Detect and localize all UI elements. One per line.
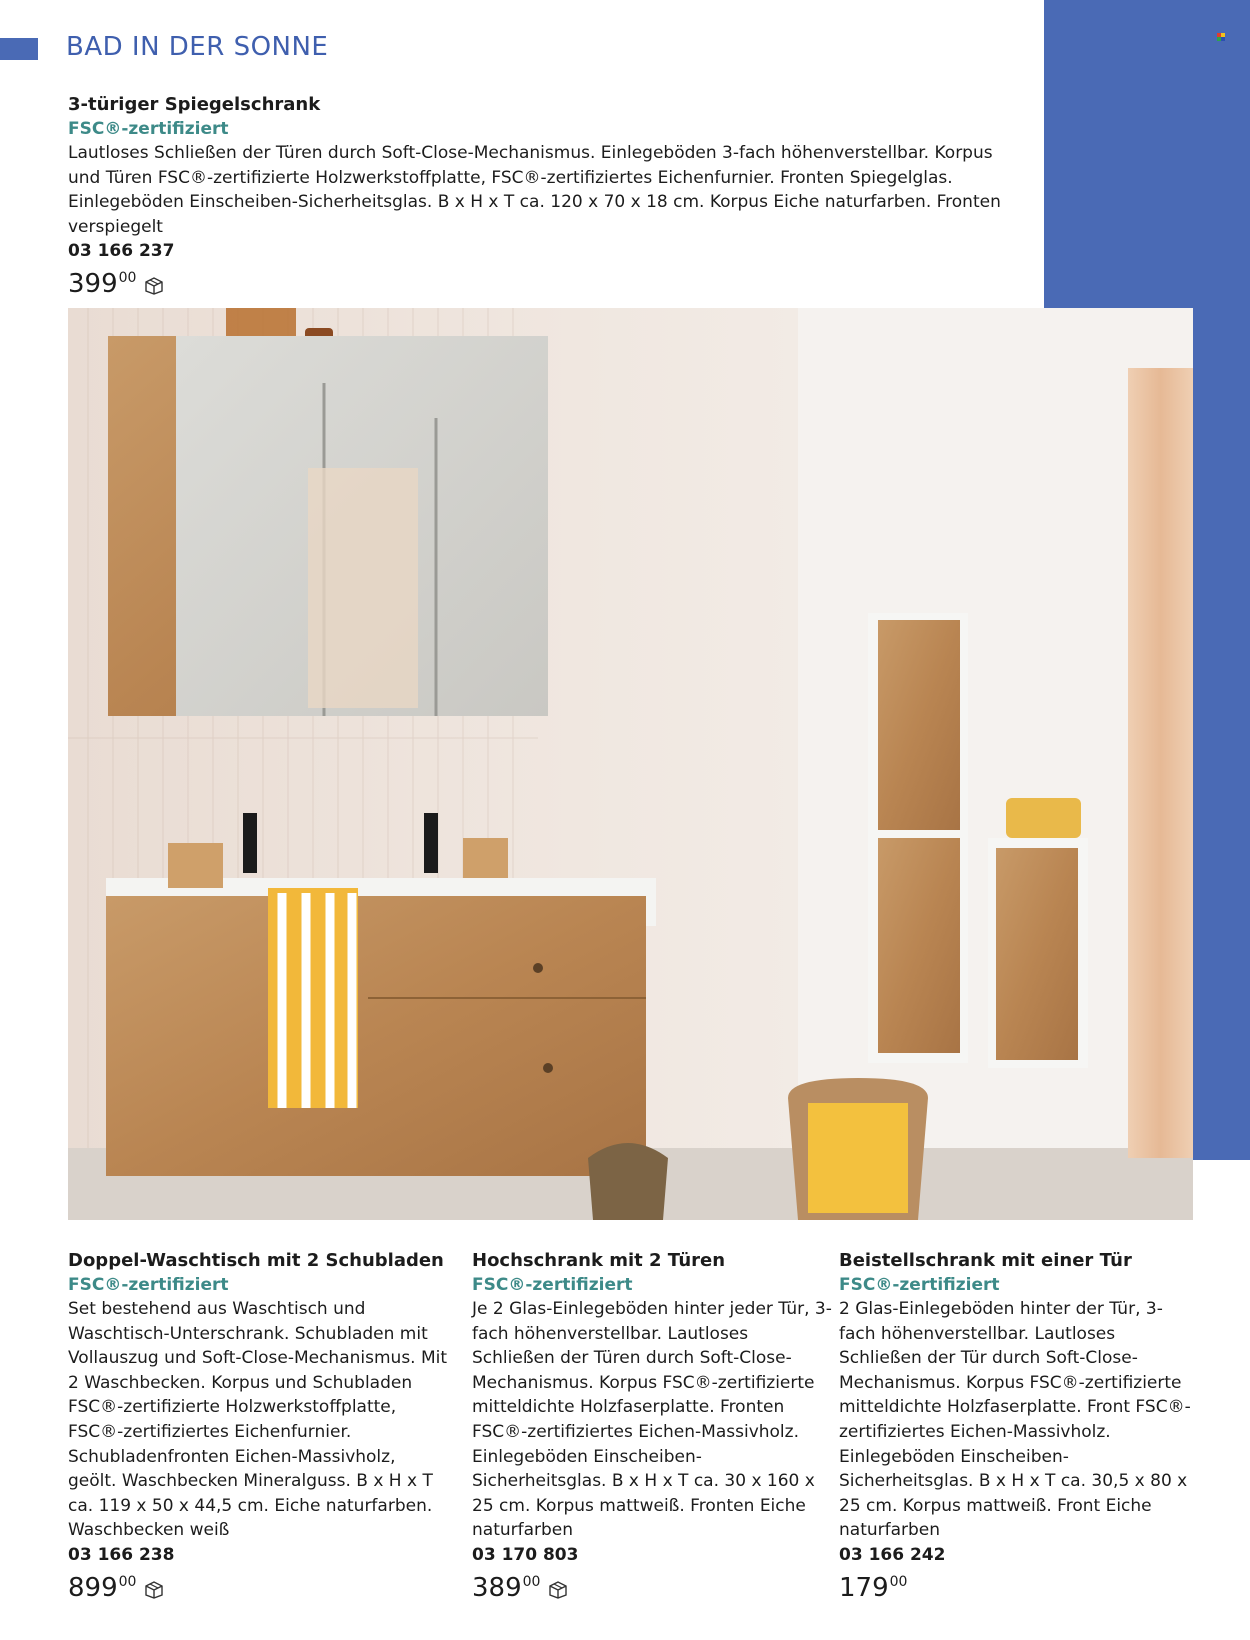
price-cents: 00 xyxy=(889,1573,908,1590)
article-number: 03 166 238 xyxy=(68,1544,175,1565)
product-title: Beistellschrank mit einer Tür xyxy=(839,1250,1132,1271)
article-number: 03 170 803 xyxy=(472,1544,579,1565)
fsc-label: FSC®-zertifiziert xyxy=(68,1275,229,1295)
package-box-icon xyxy=(144,277,164,295)
price-cents: 00 xyxy=(118,1573,137,1590)
product-description: Set bestehend aus Waschtisch und Waschtisch-Unterschrank. Schubladen mit Vollauszug und Soft-Close-Mechanismus. Mit 2 Waschbecken. Korpus und Schubladen FSC®-zertifizierte Holzwerkstoffplatte, FSC®-zertifiziertes Eichenfurnier. Schubladenfronten Eichen-Massivholz, geölt. Waschbecken Mineralguss. B x H x T ca. 119 x 50 x 44,5 cm. Eiche naturfarben. Waschbecken weiß xyxy=(68,1299,448,1541)
package-box-icon xyxy=(548,1581,568,1599)
product-description: 2 Glas-Einlegeböden hinter der Tür, 3-fach höhenverstellbar. Lautloses Schließen der Tür durch Soft-Close-Mechanismus. Korpus FSC®-zertifizierte mitteldichte Holzfaserplatte. Front FSC®-zertifiziertes Eichen-Massivholz. Einlegeböden Einscheiben-Sicherheitsglas. B x H x T ca. 30,5 x 80 x 25 cm. Korpus mattweiß. Front Eiche naturfarben xyxy=(839,1299,1191,1541)
product-title: Doppel-Waschtisch mit 2 Schubladen xyxy=(68,1250,444,1271)
section-marker xyxy=(0,38,38,60)
article-number: 03 166 237 xyxy=(68,241,175,262)
price xyxy=(472,1573,832,1603)
product-tall-cabinet xyxy=(472,1248,832,1603)
article-number: 03 166 242 xyxy=(839,1544,946,1565)
bathroom-illustration xyxy=(68,308,1193,1220)
price-cents: 00 xyxy=(522,1573,541,1590)
price-main: 389 xyxy=(472,1572,522,1603)
price-main: 179 xyxy=(839,1572,889,1603)
product-description: Lautloses Schließen der Türen durch Soft-Close-Mechanismus. Einlegeböden 3-fach höhenverstellbar. Korpus und Türen FSC®-zertifizierte Holzwerkstoffplatte, FSC®-zertifiziertes Eichenfurnier. Fronten Spiegelglas. Einlegeböden Einscheiben-Sicherheitsglas. B x H x T ca. 120 x 70 x 18 cm. Korpus Eiche naturfarben. Fronten verspiegelt xyxy=(68,143,1001,237)
product-title: Hochschrank mit 2 Türen xyxy=(472,1250,726,1271)
section-title: BAD IN DER SONNE xyxy=(66,32,329,62)
bathroom-photo xyxy=(68,308,1193,1220)
price xyxy=(68,1573,448,1603)
fsc-label: FSC®-zertifiziert xyxy=(839,1275,1000,1295)
product-double-washbasin xyxy=(68,1248,448,1603)
price xyxy=(68,269,1008,299)
price-cents: 00 xyxy=(118,270,137,287)
product-title: 3-türiger Spiegelschrank xyxy=(68,94,321,115)
price-main: 899 xyxy=(68,1572,118,1603)
fsc-label: FSC®-zertifiziert xyxy=(472,1275,633,1295)
product-mirror-cabinet xyxy=(68,92,1008,299)
fsc-label: FSC®-zertifiziert xyxy=(68,119,229,139)
product-side-cabinet xyxy=(839,1248,1199,1603)
price-main: 399 xyxy=(68,269,118,300)
product-description: Je 2 Glas-Einlegeböden hinter jeder Tür, 3-fach höhenverstellbar. Lautloses Schließen der Türen durch Soft-Close-Mechanismus. Korpus FSC®-zertifizierte mitteldichte Holzfaserplatte. Fronten FSC®-zertifiziertes Eichen-Massivholz. Einlegeböden Einscheiben-Sicherheitsglas. B x H x T ca. 30 x 160 x 25 cm. Korpus mattweiß. Fronten Eiche naturfarben xyxy=(472,1299,832,1541)
color-registration-mark xyxy=(1217,33,1225,41)
package-box-icon xyxy=(144,1581,164,1599)
price xyxy=(839,1573,1199,1603)
